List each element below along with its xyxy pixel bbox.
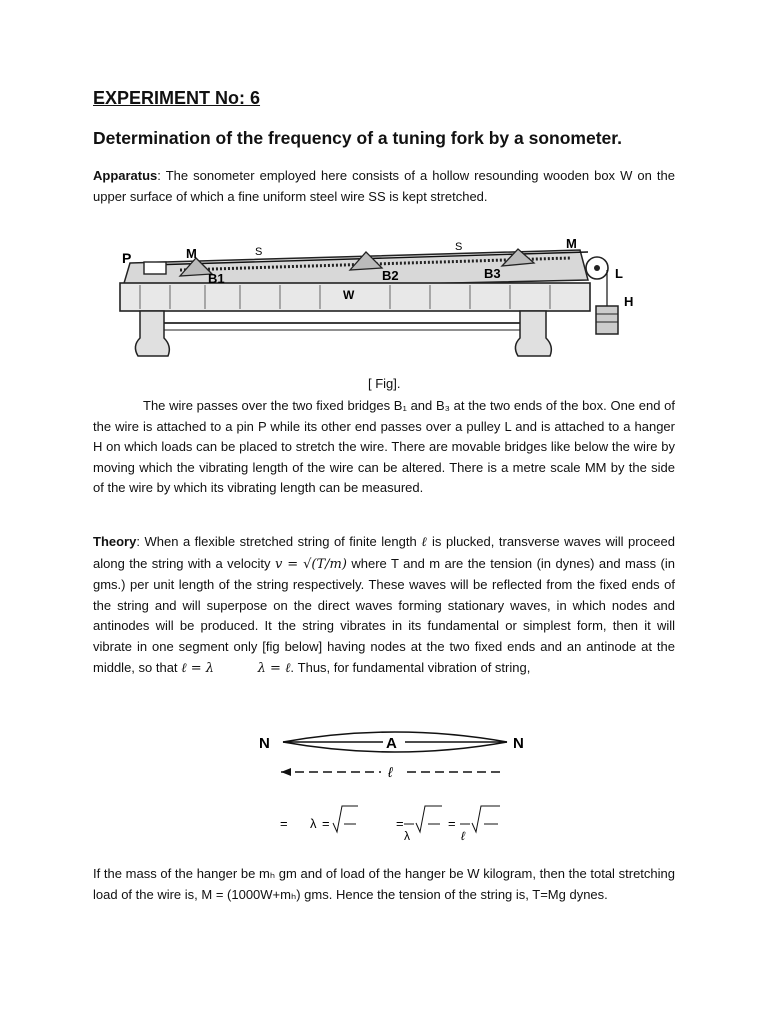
node-right: N	[513, 735, 524, 752]
label-b3: B3	[484, 266, 501, 281]
relation-1: ℓ = λ	[181, 660, 214, 676]
length-symbol: ℓ	[421, 535, 428, 550]
sonometer-figure	[110, 228, 650, 373]
svg-text:λ: λ	[310, 816, 317, 831]
pin	[144, 262, 166, 274]
theory-paragraph: Theory: When a flexible stretched string of finite length ℓ is plucked, transverse waves will proceed along the string with a velocity v = √(T/m) where T and m are the tension (in dynes) and mass (in gms.) per unit length of the string respectively. These waves will be reflected from the fixed ends of the string and will superpose on the direct waves forming stationary waves, in which nodes and antinodes will be produced. It the string vibrates in its fundamental or simplest form, then it will vibrate in one segment only [fig below] having nodes at the two fixed ends and an antinode at the middle, so that ℓ = λ λ = ℓ. Thus, for fundamental vibration of string,	[93, 534, 675, 676]
svg-text:=: =	[280, 816, 288, 831]
label-w: W	[343, 288, 355, 302]
right-leg	[515, 311, 551, 356]
frequency-equation	[270, 800, 530, 848]
antinode-label: A	[386, 735, 397, 752]
svg-text:λ: λ	[404, 829, 410, 843]
label-p: P	[122, 250, 132, 266]
label-s-right: S	[455, 241, 463, 253]
label-m-right: M	[566, 236, 577, 251]
conclusion-paragraph: If the mass of the hanger be mₕ gm and of load of the hanger be W kilogram, then the total stretching load of the wire is, M = (1000W+mₕ) gms. Hence the tension of the string is, T=Mg dynes.	[93, 866, 675, 902]
label-b2: B2	[382, 268, 399, 283]
left-leg	[135, 311, 169, 356]
description-paragraph: The wire passes over the two fixed bridges B₁ and B₃ at the two ends of the box. One end of the wire is attached to a pin P while its other end passes over a pulley L and is attached to a hanger H on which loads can be placed to stretch the wire. There are movable bridges like below the wire by moving which the vibrating length of the wire can be altered. There is a metre scale MM by the side of the wire by which its vibrating length can be measured.	[93, 398, 675, 496]
svg-text:=: =	[448, 816, 456, 831]
label-m-left: M	[186, 246, 197, 261]
label-h: H	[624, 294, 634, 309]
figure-caption: [ Fig].	[368, 376, 401, 391]
svg-text:=: =	[396, 816, 404, 831]
experiment-heading: EXPERIMENT No: 6	[93, 88, 261, 108]
apparatus-label: Apparatus	[93, 168, 158, 183]
velocity-formula: v = √(T/m)	[274, 556, 347, 572]
length-label: ℓ	[388, 764, 393, 780]
svg-text:=: =	[322, 816, 330, 831]
hanger-weight	[596, 306, 618, 334]
vibration-figure	[255, 728, 545, 784]
relation-2: λ = ℓ	[257, 660, 291, 676]
experiment-title: Determination of the frequency of a tuning fork by a sonometer.	[93, 128, 622, 148]
apparatus-paragraph	[93, 166, 675, 207]
theory-label: Theory	[93, 534, 137, 549]
box-front	[120, 283, 590, 311]
label-s-left: S	[255, 246, 263, 258]
node-left: N	[259, 735, 270, 752]
apparatus-text: : The sonometer employed here consists of a hollow resounding wooden box W on the upper surface of which a fine uniform steel wire SS is kept stretched.	[93, 168, 675, 204]
label-b1: B1	[208, 271, 225, 286]
svg-text:ℓ: ℓ	[461, 829, 465, 843]
label-l: L	[615, 266, 623, 281]
